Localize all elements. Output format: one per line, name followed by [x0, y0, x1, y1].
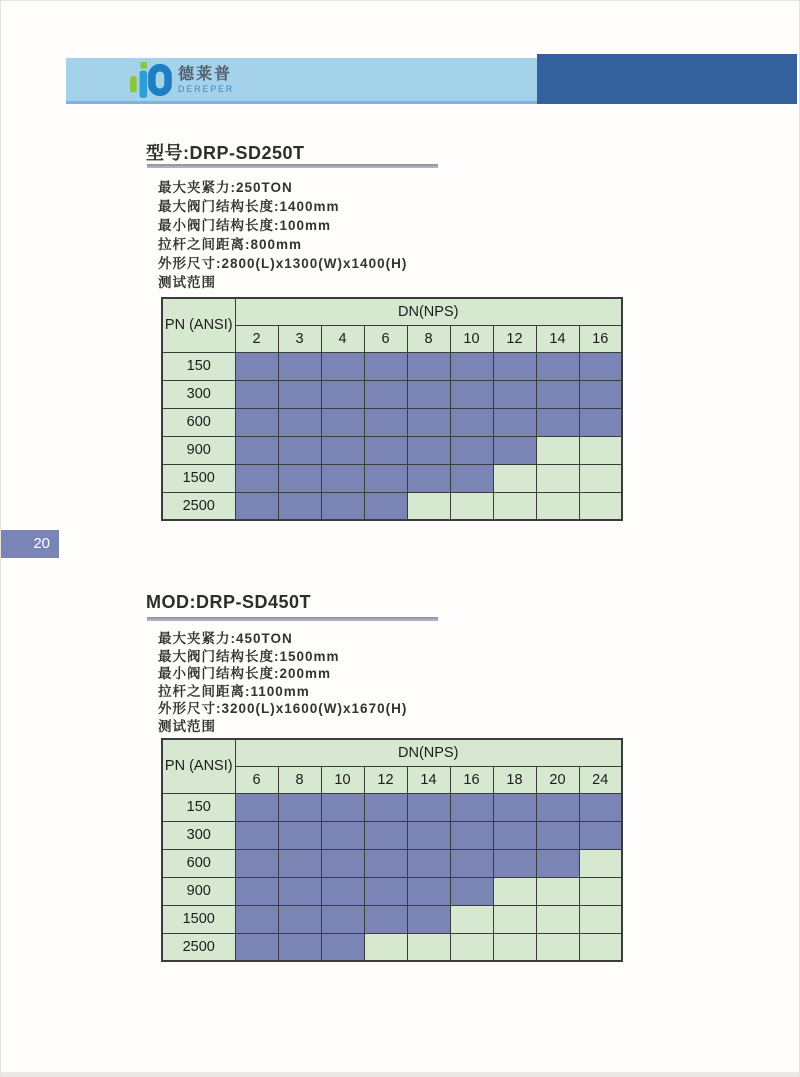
range-cell-covered — [407, 821, 450, 849]
brand-name-cn: 德莱普 — [178, 65, 233, 83]
range-cell-empty — [579, 877, 622, 905]
pn-row-label: 2500 — [162, 933, 235, 961]
range-cell-covered — [536, 821, 579, 849]
range-cell-covered — [321, 933, 364, 961]
range-cell-covered — [493, 821, 536, 849]
range-cell-covered — [450, 436, 493, 464]
range-cell-empty — [493, 464, 536, 492]
range-cell-covered — [450, 380, 493, 408]
dn-size-header: 16 — [579, 325, 622, 352]
range-cell-covered — [235, 849, 278, 877]
range-cell-covered — [321, 877, 364, 905]
range-cell-empty — [579, 464, 622, 492]
range-cell-covered — [579, 821, 622, 849]
range-cell-empty — [579, 905, 622, 933]
range-cell-covered — [450, 464, 493, 492]
spec-line: 最大夹紧力:450TON — [158, 631, 293, 646]
section-title: MOD:DRP-SD450T — [146, 592, 312, 612]
pn-row-label: 300 — [162, 380, 235, 408]
dn-size-header: 6 — [364, 325, 407, 352]
range-cell-covered — [407, 380, 450, 408]
dn-size-header: 20 — [536, 766, 579, 793]
test-range-table — [161, 297, 623, 521]
range-cell-empty — [493, 877, 536, 905]
range-cell-covered — [364, 464, 407, 492]
range-cell-covered — [450, 849, 493, 877]
range-cell-covered — [235, 380, 278, 408]
range-cell-covered — [407, 793, 450, 821]
range-cell-covered — [364, 492, 407, 520]
range-cell-covered — [364, 849, 407, 877]
range-cell-covered — [450, 877, 493, 905]
range-cell-covered — [235, 464, 278, 492]
range-cell-covered — [407, 877, 450, 905]
range-cell-covered — [493, 436, 536, 464]
range-cell-empty — [536, 933, 579, 961]
range-cell-covered — [321, 492, 364, 520]
range-cell-covered — [278, 905, 321, 933]
range-cell-empty — [407, 492, 450, 520]
range-cell-covered — [278, 380, 321, 408]
dn-size-header: 24 — [579, 766, 622, 793]
spec-line: 测试范围 — [158, 275, 216, 290]
test-range-table-wrap — [161, 738, 623, 962]
range-cell-covered — [278, 877, 321, 905]
spec-line: 拉杆之间距离:1100mm — [158, 683, 310, 699]
range-cell-covered — [278, 821, 321, 849]
range-cell-covered — [493, 352, 536, 380]
spec-line: 最小阀门结构长度:200mm — [158, 666, 332, 681]
range-cell-covered — [278, 408, 321, 436]
range-cell-empty — [450, 905, 493, 933]
pn-row-label: 600 — [162, 849, 235, 877]
range-cell-empty — [364, 933, 407, 961]
dn-size-header: 10 — [321, 766, 364, 793]
range-cell-covered — [235, 793, 278, 821]
range-cell-covered — [364, 905, 407, 933]
range-cell-covered — [407, 905, 450, 933]
range-cell-covered — [407, 849, 450, 877]
pressure-row — [162, 905, 622, 933]
range-cell-empty — [450, 933, 493, 961]
dn-size-header: 8 — [278, 766, 321, 793]
dn-size-header: 12 — [364, 766, 407, 793]
dn-size-header: 16 — [450, 766, 493, 793]
section-title: 型号:DRP-SD250T — [146, 143, 305, 163]
range-cell-covered — [450, 352, 493, 380]
brand-name-en: DEREPER — [178, 83, 235, 94]
range-cell-covered — [450, 408, 493, 436]
dn-size-header: 6 — [235, 766, 278, 793]
range-cell-covered — [235, 905, 278, 933]
range-cell-empty — [536, 905, 579, 933]
dn-size-header: 3 — [278, 325, 321, 352]
range-cell-covered — [364, 408, 407, 436]
range-cell-empty — [536, 877, 579, 905]
range-cell-empty — [579, 933, 622, 961]
range-cell-covered — [278, 492, 321, 520]
dn-size-header: 14 — [536, 325, 579, 352]
pn-row-label: 900 — [162, 436, 235, 464]
range-cell-empty — [493, 933, 536, 961]
range-cell-covered — [321, 821, 364, 849]
range-cell-covered — [321, 849, 364, 877]
range-cell-covered — [278, 352, 321, 380]
pn-row-label: 150 — [162, 793, 235, 821]
range-cell-covered — [321, 464, 364, 492]
range-cell-covered — [536, 380, 579, 408]
range-cell-empty — [579, 492, 622, 520]
spec-line: 最大阀门结构长度:1500mm — [158, 648, 340, 664]
pn-ansi-header: PN (ANSI) — [162, 739, 235, 793]
range-cell-covered — [321, 905, 364, 933]
pressure-row — [162, 408, 622, 436]
range-cell-covered — [235, 408, 278, 436]
spec-line: 外形尺寸:3200(L)x1600(W)x1670(H) — [158, 701, 408, 716]
range-cell-covered — [536, 793, 579, 821]
brand-logo — [128, 61, 234, 99]
range-cell-covered — [364, 436, 407, 464]
pressure-row — [162, 933, 622, 961]
range-cell-covered — [493, 380, 536, 408]
spec-list — [158, 630, 407, 735]
spec-line: 拉杆之间距离:800mm — [158, 237, 303, 252]
page-number-badge: 20 — [1, 530, 59, 558]
pn-row-label: 600 — [162, 408, 235, 436]
range-cell-covered — [407, 408, 450, 436]
range-cell-covered — [321, 352, 364, 380]
page-bottom-edge — [1, 1072, 799, 1076]
pressure-row — [162, 380, 622, 408]
range-cell-empty — [407, 933, 450, 961]
title-underline — [147, 164, 438, 168]
range-cell-covered — [321, 793, 364, 821]
range-cell-covered — [278, 933, 321, 961]
range-cell-covered — [364, 352, 407, 380]
brand-logo-text — [178, 66, 234, 95]
range-cell-covered — [579, 793, 622, 821]
dn-nps-header: DN(NPS) — [235, 298, 622, 325]
range-cell-covered — [235, 436, 278, 464]
range-cell-empty — [536, 436, 579, 464]
spec-line: 最大阀门结构长度:1400mm — [158, 199, 340, 214]
dn-size-header: 10 — [450, 325, 493, 352]
range-cell-covered — [235, 492, 278, 520]
range-cell-covered — [278, 464, 321, 492]
range-cell-empty — [493, 905, 536, 933]
range-cell-empty — [536, 464, 579, 492]
header-band-dark-block — [537, 54, 797, 104]
range-cell-empty — [536, 492, 579, 520]
test-range-table-wrap — [161, 297, 623, 521]
pressure-row — [162, 793, 622, 821]
pn-row-label: 1500 — [162, 464, 235, 492]
spec-line: 测试范围 — [158, 718, 216, 734]
range-cell-covered — [407, 352, 450, 380]
dn-size-header: 4 — [321, 325, 364, 352]
range-cell-empty — [493, 492, 536, 520]
range-cell-covered — [579, 408, 622, 436]
pn-row-label: 900 — [162, 877, 235, 905]
brand-logo-icon — [128, 61, 172, 99]
title-underline — [147, 617, 438, 621]
range-cell-covered — [536, 408, 579, 436]
range-cell-covered — [364, 821, 407, 849]
range-cell-covered — [493, 849, 536, 877]
range-cell-covered — [579, 352, 622, 380]
range-cell-covered — [278, 436, 321, 464]
range-cell-covered — [450, 793, 493, 821]
pn-row-label: 1500 — [162, 905, 235, 933]
range-cell-covered — [407, 436, 450, 464]
range-cell-covered — [364, 793, 407, 821]
pn-row-label: 150 — [162, 352, 235, 380]
range-cell-covered — [579, 380, 622, 408]
dn-size-header: 2 — [235, 325, 278, 352]
range-cell-covered — [407, 464, 450, 492]
pressure-row — [162, 352, 622, 380]
range-cell-empty — [450, 492, 493, 520]
pressure-row — [162, 821, 622, 849]
range-cell-covered — [321, 380, 364, 408]
pn-row-label: 300 — [162, 821, 235, 849]
range-cell-covered — [321, 408, 364, 436]
test-range-table — [161, 738, 623, 962]
dn-size-header: 14 — [407, 766, 450, 793]
range-cell-covered — [493, 408, 536, 436]
range-cell-covered — [493, 793, 536, 821]
dn-size-header: 8 — [407, 325, 450, 352]
dn-nps-header: DN(NPS) — [235, 739, 622, 766]
pressure-row — [162, 492, 622, 520]
range-cell-covered — [235, 352, 278, 380]
pressure-row — [162, 464, 622, 492]
range-cell-covered — [235, 821, 278, 849]
range-cell-covered — [321, 436, 364, 464]
spec-line: 最大夹紧力:250TON — [158, 180, 293, 195]
range-cell-covered — [450, 821, 493, 849]
dn-size-header: 12 — [493, 325, 536, 352]
spec-line: 最小阀门结构长度:100mm — [158, 218, 332, 233]
pressure-row — [162, 436, 622, 464]
range-cell-empty — [579, 436, 622, 464]
pn-ansi-header: PN (ANSI) — [162, 298, 235, 352]
range-cell-covered — [235, 933, 278, 961]
header-band-light — [66, 58, 537, 101]
range-cell-covered — [364, 380, 407, 408]
pressure-row — [162, 877, 622, 905]
range-cell-covered — [364, 877, 407, 905]
pn-row-label: 2500 — [162, 492, 235, 520]
pressure-row — [162, 849, 622, 877]
range-cell-covered — [278, 849, 321, 877]
range-cell-covered — [235, 877, 278, 905]
range-cell-covered — [278, 793, 321, 821]
range-cell-empty — [579, 849, 622, 877]
range-cell-covered — [536, 849, 579, 877]
spec-line: 外形尺寸:2800(L)x1300(W)x1400(H) — [158, 256, 408, 271]
spec-list — [158, 178, 407, 292]
header-band-stripe — [66, 101, 537, 104]
range-cell-covered — [536, 352, 579, 380]
dn-size-header: 18 — [493, 766, 536, 793]
